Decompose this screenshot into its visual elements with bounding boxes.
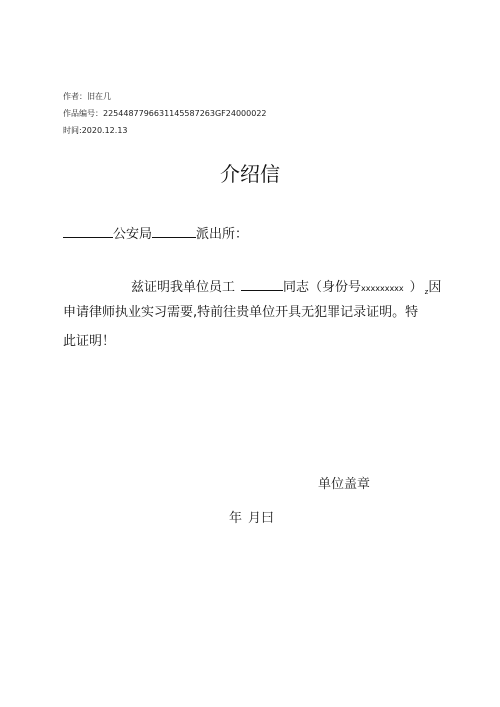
blank-employee-name: [241, 276, 283, 291]
body-line-1-start: 兹证明我单位员工: [131, 280, 236, 295]
date-line: [229, 510, 274, 528]
station-label: 派出所：: [196, 227, 249, 242]
author-line: 作者：旧在几: [63, 92, 111, 101]
unit-seal-label: 单位盖章: [318, 477, 371, 492]
id-number: xxxxxxxxx: [361, 284, 404, 293]
body-line-3: 此证明！: [63, 334, 116, 349]
body-line-1-comrade: 同志（身份号: [283, 280, 362, 295]
addressee-line: [63, 223, 248, 244]
blank-bureau-name: [63, 223, 113, 238]
work-id-line: 作品编号：2254487796631145587263GF24000022: [63, 109, 267, 118]
date-year: 年: [229, 511, 243, 526]
blank-station-name: [152, 223, 196, 238]
stray-z-mark: z: [424, 288, 429, 296]
bureau-label: 公安局: [113, 227, 153, 242]
body-line-2: 申请律师执业实习需要,特前往贵单位开具无犯罪记录证明。特: [63, 305, 419, 320]
body-line-1: [131, 276, 441, 301]
body-line-1-end: 因: [428, 280, 442, 295]
date-month-day: 月曰: [248, 511, 275, 526]
body-line-1-close: ）: [409, 280, 423, 295]
time-line: 时间:2020.12.13: [63, 126, 128, 135]
document-title: 介绍信: [220, 162, 280, 186]
